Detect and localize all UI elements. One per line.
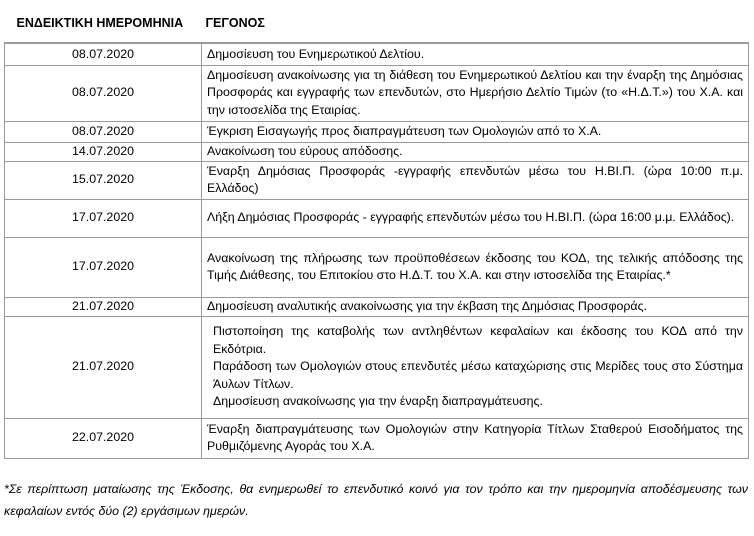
row-event: Λήξη Δημόσιας Προσφοράς - εγγραφής επενδυτών μέσω του Η.ΒΙ.Π. (ώρα 16:00 μ.μ. Ελλάδος). — [202, 199, 749, 237]
row-event: Δημοσίευση αναλυτικής ανακοίνωσης για την έκβαση της Δημόσιας Προσφοράς. — [202, 297, 749, 316]
row-event-multiline — [202, 316, 749, 418]
event-line: Πιστοποίηση της καταβολής των αντληθέντων κεφαλαίων και έκδοσης του ΚΟΔ από την Εκδότρια. — [213, 324, 743, 356]
table-row — [5, 316, 749, 418]
table-header-row — [5, 4, 749, 43]
row-event: Έναρξη Δημόσιας Προσφοράς -εγγραφής επενδυτών μέσω του Η.ΒΙ.Π. (ώρα 10:00 π.μ. Ελλάδος) — [202, 161, 749, 199]
timetable — [4, 4, 749, 459]
event-line: Δημοσίευση ανακοίνωσης για την έναρξη διαπραγμάτευσης. — [213, 394, 543, 409]
footnote: *Σε περίπτωση ματαίωσης της Έκδοσης, θα ενημερωθεί το επενδυτικό κοινό για τον τρόπο και την ημερομηνία αποδέσμευσης των κεφαλαίων εντός δύο (2) εργάσιμων ημερών. — [4, 482, 748, 518]
table-row — [5, 199, 749, 237]
row-date: 21.07.2020 — [5, 297, 202, 316]
date-column-header: ΕΝΔΕΙΚΤΙΚΗ ΗΜΕΡΟΜΗΝΙΑ — [16, 16, 184, 30]
table-row — [5, 121, 749, 142]
row-event: Έγκριση Εισαγωγής προς διαπραγμάτευση των Ομολογιών από το Χ.Α. — [202, 121, 749, 142]
row-date: 08.07.2020 — [5, 65, 202, 121]
row-date: 22.07.2020 — [5, 418, 202, 458]
event-line: Παράδοση των Ομολογιών στους επενδυτές μέσω καταχώρισης στις Μερίδες τους στο Σύστημα Άυλων Τίτλων. — [213, 359, 743, 391]
table-row — [5, 418, 749, 458]
row-event: Έναρξη διαπραγμάτευσης των Ομολογιών στην Κατηγορία Τίτλων Σταθερού Εισοδήματος της Ρυθμιζόμενης Αγοράς του Χ.Α. — [202, 418, 749, 458]
row-event: Ανακοίνωση της πλήρωσης των προϋποθέσεων έκδοσης του ΚΟΔ, της τελικής απόδοσης της Τιμής Διάθεσης, του Επιτοκίου στο Η.Δ.Τ. του Χ.Α. και στην ιστοσελίδα της Εταιρίας.* — [202, 237, 749, 297]
table-row — [5, 65, 749, 121]
row-event: Ανακοίνωση του εύρους απόδοσης. — [202, 142, 749, 161]
table-row — [5, 161, 749, 199]
table-row — [5, 142, 749, 161]
row-date: 17.07.2020 — [5, 199, 202, 237]
row-event: Δημοσίευση του Ενημερωτικού Δελτίου. — [202, 43, 749, 65]
row-date: 17.07.2020 — [5, 237, 202, 297]
row-date: 14.07.2020 — [5, 142, 202, 161]
table-row — [5, 297, 749, 316]
row-date: 21.07.2020 — [5, 316, 202, 418]
row-date: 15.07.2020 — [5, 161, 202, 199]
table-row — [5, 43, 749, 65]
row-date: 08.07.2020 — [5, 43, 202, 65]
row-event: Δημοσίευση ανακοίνωσης για τη διάθεση του Ενημερωτικού Δελτίου και την έναρξη της Δημόσιας Προσφοράς και εγγραφής των επενδυτών, στο Ημερήσιο Δελτίο Τιμών (το «Η.Δ.Τ.») του Χ.Α. και την ιστοσελίδα της Εταιρίας. — [202, 65, 749, 121]
event-column-header: ΓΕΓΟΝΟΣ — [205, 16, 265, 30]
table-row — [5, 237, 749, 297]
timetable-page — [4, 4, 750, 459]
row-date: 08.07.2020 — [5, 121, 202, 142]
